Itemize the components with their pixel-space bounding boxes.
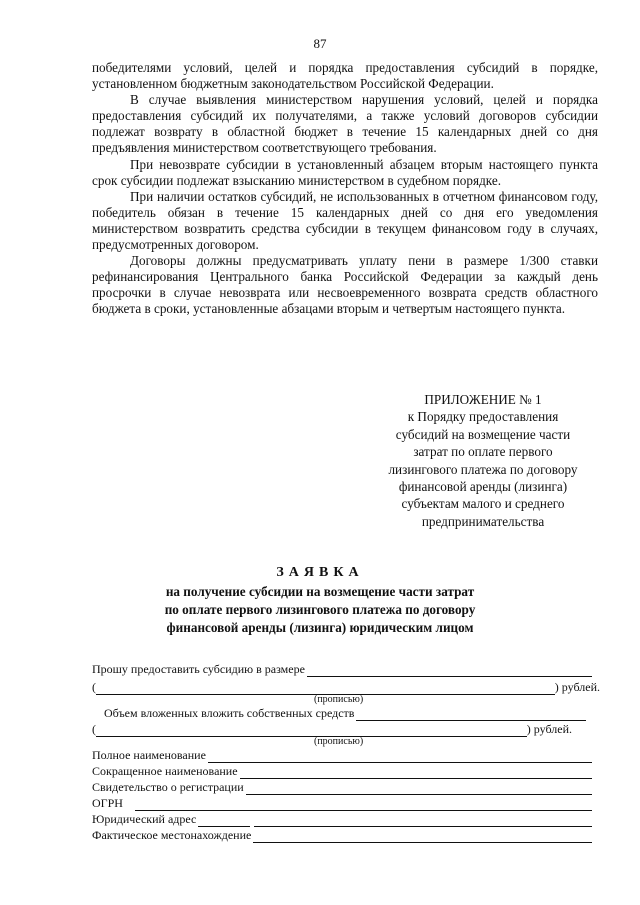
application-title [0, 564, 640, 637]
legal-address-label: Юридический адрес [92, 812, 197, 826]
paragraph-5: Договоры должны предусматривать уплату пени в размере 1/300 ставки рефинансирования Центрального банка Российской Федерации за каждый день просрочки в случае невозврата или несвоевременного возврата средств областного бюджета в сроки, установленные абзацами вторым и четвертым настоящего пункта. [92, 253, 598, 317]
own-funds-label: Объем вложенных вложить собственных средств [104, 706, 355, 720]
actual-location-field[interactable] [253, 831, 592, 843]
open-paren: ( [92, 722, 96, 736]
ogrn-row [92, 796, 594, 811]
subsidy-amount-label: Прошу предоставить субсидию в размере [92, 662, 305, 676]
ogrn-field[interactable] [135, 799, 592, 811]
registration-label: Свидетельство о регистрации [92, 780, 244, 794]
appendix-line: затрат по оплате первого [413, 444, 553, 460]
in-words-caption: (прописью) [314, 694, 364, 705]
appendix-line: к Порядку предоставления [407, 409, 559, 425]
registration-row [92, 780, 594, 795]
subsidy-amount-row [92, 662, 594, 677]
appendix-line: субъектам малого и среднего [401, 496, 565, 512]
rubles-label: ) рублей. [526, 722, 572, 736]
appendix-line: предпринимательства [421, 513, 545, 529]
appendix-heading: ПРИЛОЖЕНИЕ № 1 [424, 392, 542, 407]
title-main: ЗАЯВКА [276, 565, 364, 580]
title-line: по оплате первого лизингового платежа по договору [164, 602, 476, 617]
subsidy-words-row [92, 680, 600, 695]
page-number: 87 [313, 36, 327, 51]
in-words-caption: (прописью) [314, 736, 364, 747]
appendix-block [358, 391, 608, 530]
legal-address-row [92, 812, 594, 827]
legal-address-field-short[interactable] [198, 815, 250, 827]
actual-location-row [92, 828, 594, 843]
registration-field[interactable] [246, 783, 592, 795]
actual-location-label: Фактическое местонахождение [92, 828, 252, 842]
short-name-field[interactable] [240, 767, 592, 779]
open-paren: ( [92, 680, 96, 694]
appendix-line: лизингового платежа по договору [388, 461, 578, 477]
appendix-line: финансовой аренды (лизинга) [398, 479, 568, 495]
title-line: финансовой аренды (лизинга) юридическим лицом [166, 620, 474, 635]
legal-address-field[interactable] [254, 815, 592, 827]
own-funds-words-row [92, 722, 572, 737]
full-name-label: Полное наименование [92, 748, 206, 762]
own-funds-words-field[interactable] [96, 725, 527, 737]
title-line: на получение субсидии на возмещение части затрат [165, 584, 475, 599]
ogrn-label: ОГРН [92, 796, 123, 810]
body-text [92, 60, 598, 318]
appendix-line: субсидий на возмещение части [395, 426, 571, 442]
rubles-label: ) рублей. [554, 680, 600, 694]
paragraph-1: победителями условий, целей и порядка предоставления субсидий в порядке, установленном бюджетным законодательством Российской Федерации. [92, 60, 598, 92]
full-name-row [92, 748, 594, 763]
full-name-field[interactable] [208, 751, 592, 763]
own-funds-row [104, 706, 588, 721]
own-funds-field[interactable] [356, 709, 586, 721]
subsidy-amount-field[interactable] [307, 665, 592, 677]
short-name-row [92, 764, 594, 779]
paragraph-4: При наличии остатков субсидий, не использованных в отчетном финансовом году, победитель обязан в течение 15 календарных дней со дня его уведомления министерством возвратить средства субсидии в текущем финансовом году в случаях, предусмотренных договором. [92, 188, 598, 253]
short-name-label: Сокращенное наименование [92, 764, 238, 778]
paragraph-3: При невозврате субсидии в установленный абзацем вторым настоящего пункта срок субсидии подлежат взысканию министерством в судебном порядке. [92, 156, 598, 188]
paragraph-2: В случае выявления министерством нарушения условий, целей и порядка предоставления субсидий их получателями, а также условий договоров субсидии подлежат возврату в областной бюджет в течение 15 календарных дней со дня предъявления министерством соответствующего требования. [92, 92, 598, 156]
